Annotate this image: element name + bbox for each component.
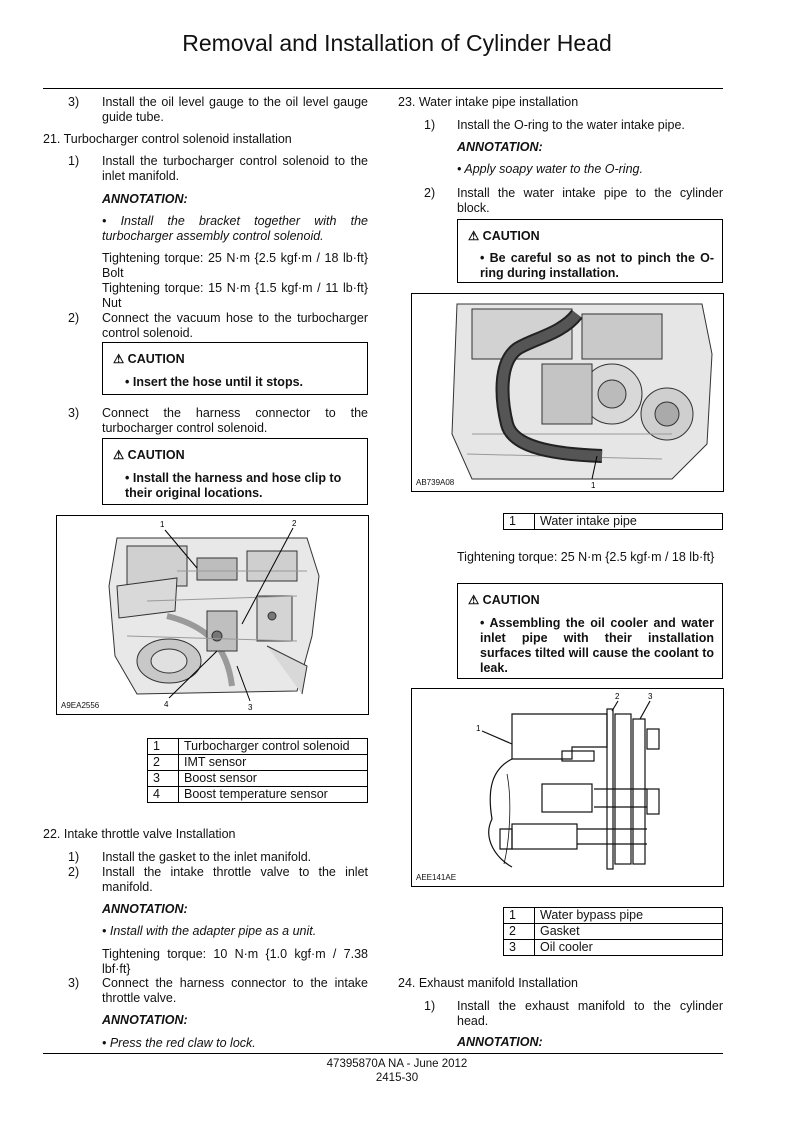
- step-number: 2): [68, 311, 80, 325]
- legend-table-1: [147, 738, 368, 803]
- annotation-bullet: • Install the bracket together with the turbocharger assembly control solenoid.: [102, 214, 368, 243]
- step-text: Install the O-ring to the water intake pipe.: [457, 118, 685, 132]
- callout-1: 1: [591, 481, 596, 490]
- step-text: Install the water intake pipe to the cylinder block.: [457, 186, 723, 215]
- caution-box: [457, 583, 723, 679]
- step-number: 2): [68, 865, 80, 879]
- engine-illustration: [57, 516, 368, 714]
- callout-2: 2: [615, 692, 620, 701]
- step-text: Install the intake throttle valve to the inlet manifold.: [102, 865, 368, 894]
- legend-number: 2: [504, 924, 535, 940]
- caution-text: • Install the harness and hose clip to their original locations.: [125, 471, 342, 500]
- cross-section-illustration: [412, 689, 723, 886]
- legend-table-3: [503, 907, 723, 956]
- section-heading-23: 23. Water intake pipe installation: [398, 95, 579, 109]
- section-heading-24: 24. Exhaust manifold Installation: [398, 976, 578, 990]
- legend-table-2: [503, 513, 723, 530]
- legend-row: [504, 940, 723, 956]
- figure-code: AEE141AE: [416, 873, 457, 882]
- legend-label: Water intake pipe: [535, 514, 723, 530]
- caution-heading: ⚠ CAUTION: [468, 593, 540, 607]
- step-text: Install the gasket to the inlet manifold.: [102, 850, 312, 864]
- step-number: 1): [424, 999, 436, 1013]
- step-number: 1): [68, 154, 80, 168]
- legend-number: 3: [148, 771, 179, 787]
- footer-page-number: 2415-30: [375, 1072, 419, 1084]
- torque-spec: Tightening torque: 25 N·m {2.5 kgf·m / 18 lb·ft} Bolt: [102, 251, 368, 280]
- legend-number: 1: [148, 739, 179, 755]
- annotation-label: ANNOTATION:: [102, 1013, 188, 1027]
- torque-spec: Tightening torque: 25 N·m {2.5 kgf·m / 18 lb·ft}: [457, 550, 715, 564]
- footer-doc-id: 47395870A NA - June 2012: [326, 1058, 468, 1070]
- legend-label: Turbocharger control solenoid: [179, 739, 368, 755]
- step-text: Connect the harness connector to the turbocharger control solenoid.: [102, 406, 368, 435]
- step-text: Connect the harness connector to the intake throttle valve.: [102, 976, 368, 1005]
- step-text: Install the exhaust manifold to the cylinder head.: [457, 999, 723, 1028]
- step-text: Install the oil level gauge to the oil level gauge guide tube.: [102, 95, 368, 124]
- annotation-label: ANNOTATION:: [102, 192, 188, 206]
- legend-label: Boost temperature sensor: [179, 787, 368, 803]
- annotation-bullet: • Press the red claw to lock.: [102, 1036, 256, 1050]
- torque-spec: Tightening torque: 10 N·m {1.0 kgf·m / 7.38 lbf·ft}: [102, 947, 368, 976]
- annotation-label: ANNOTATION:: [102, 902, 188, 916]
- engine-illustration: [412, 294, 723, 491]
- figure-oil-cooler: [411, 688, 724, 887]
- legend-row: [148, 787, 368, 803]
- legend-row: [148, 755, 368, 771]
- legend-row: [504, 908, 723, 924]
- step-number: 1): [424, 118, 436, 132]
- footer-rule: [43, 1053, 723, 1054]
- caution-text: • Be careful so as not to pinch the O-ring during installation.: [480, 251, 714, 280]
- caution-text: • Assembling the oil cooler and water inlet pipe with their installation surfaces tilted will cause the coolant to leak.: [480, 616, 714, 675]
- legend-label: IMT sensor: [179, 755, 368, 771]
- annotation-bullet: • Install with the adapter pipe as a unit.: [102, 924, 317, 938]
- caution-box: [457, 219, 723, 283]
- caution-heading: ⚠ CAUTION: [113, 448, 185, 462]
- legend-number: 2: [148, 755, 179, 771]
- section-heading-21: 21. Turbocharger control solenoid installation: [43, 132, 292, 146]
- step-number: 3): [68, 406, 80, 420]
- caution-box: [102, 342, 368, 395]
- caution-box: [102, 438, 368, 505]
- step-number: 1): [68, 850, 80, 864]
- step-text: Install the turbocharger control solenoid to the inlet manifold.: [102, 154, 368, 183]
- annotation-bullet: • Apply soapy water to the O-ring.: [457, 162, 643, 176]
- step-number: 3): [68, 976, 80, 990]
- caution-text: • Insert the hose until it stops.: [125, 375, 304, 389]
- legend-label: Boost sensor: [179, 771, 368, 787]
- header-rule: [43, 88, 723, 89]
- legend-row: [504, 514, 723, 530]
- section-heading-22: 22. Intake throttle valve Installation: [43, 827, 236, 841]
- callout-2: 2: [292, 519, 297, 528]
- legend-number: 4: [148, 787, 179, 803]
- legend-number: 3: [504, 940, 535, 956]
- legend-row: [148, 739, 368, 755]
- callout-3: 3: [648, 692, 653, 701]
- legend-label: Oil cooler: [535, 940, 723, 956]
- legend-label: Water bypass pipe: [535, 908, 723, 924]
- legend-number: 1: [504, 908, 535, 924]
- legend-row: [504, 924, 723, 940]
- figure-turbo-solenoid: [56, 515, 369, 715]
- figure-code: A9EA2556: [61, 701, 100, 710]
- legend-row: [148, 771, 368, 787]
- annotation-label: ANNOTATION:: [457, 1035, 543, 1049]
- caution-heading: ⚠ CAUTION: [468, 229, 540, 243]
- torque-spec: Tightening torque: 15 N·m {1.5 kgf·m / 11 lb·ft} Nut: [102, 281, 368, 310]
- caution-heading: ⚠ CAUTION: [113, 352, 185, 366]
- step-number: 3): [68, 95, 80, 109]
- step-number: 2): [424, 186, 436, 200]
- page-title: Removal and Installation of Cylinder Head: [182, 30, 612, 56]
- annotation-label: ANNOTATION:: [457, 140, 543, 154]
- legend-label: Gasket: [535, 924, 723, 940]
- figure-code: AB739A08: [416, 478, 455, 487]
- callout-1: 1: [160, 520, 165, 529]
- callout-4: 4: [164, 700, 169, 709]
- callout-3: 3: [248, 703, 253, 712]
- callout-1: 1: [476, 724, 481, 733]
- step-text: Connect the vacuum hose to the turbocharger control solenoid.: [102, 311, 368, 340]
- figure-water-intake-pipe: [411, 293, 724, 492]
- legend-number: 1: [504, 514, 535, 530]
